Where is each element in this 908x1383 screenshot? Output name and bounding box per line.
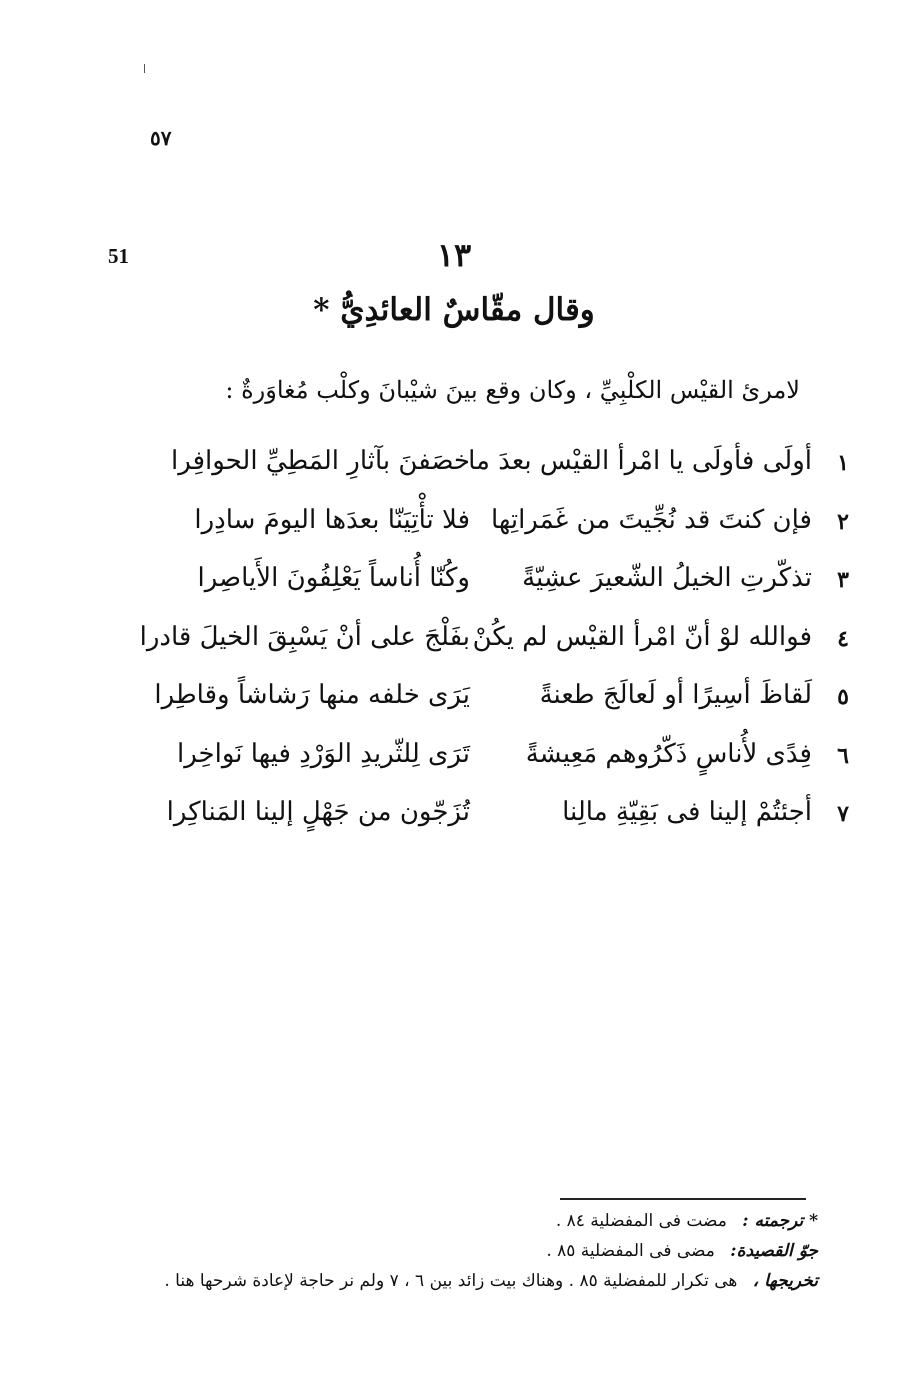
verse-number: ٣	[837, 567, 849, 593]
verse-row	[100, 731, 860, 790]
verse-number: ٢	[837, 508, 849, 535]
verse-second-hemistich: تَرَى لِلثّريدِ الوَرْدِ فيها نَواخِرا	[176, 738, 470, 769]
verse-first-hemistich: لَقاظَ أسِيرًا أو لَعالَجَ طعنةً	[539, 680, 812, 710]
footnote-label: تخريجها ،	[752, 1271, 818, 1291]
verse-first-hemistich: أجئتُمْ إلينا فى بَقِيّةِ مالِنا	[562, 797, 812, 827]
verse-second-hemistich: خصَفنَ بآثارِ المَطِيِّ الحوافِرا	[171, 446, 470, 476]
verse-row	[100, 614, 860, 673]
verse-number: ١	[837, 450, 849, 476]
footnote-divider	[560, 1198, 806, 1200]
poem-number: ١٣	[436, 236, 472, 274]
verse-list	[100, 438, 860, 848]
footnote-label: جوّ القصيدة:	[730, 1241, 818, 1261]
footnote-text: هى تكرار للمفضلية ٨٥ . وهناك بيت زائد بين ٦ ، ٧ ولم نر حاجة لإعادة شرحها هنا .	[164, 1271, 738, 1291]
verse-first-hemistich: أولَى فأولَى يا امْرأ القيْس بعدَ ما	[468, 446, 812, 476]
verse-number: ٦	[837, 742, 849, 769]
poem-title: وقال مقّاسٌ العائدِيُّ *	[313, 292, 595, 328]
footnote-label: * ترجمته :	[742, 1211, 818, 1231]
page-number-arabic: ٥٧	[150, 126, 172, 150]
footnote	[118, 1206, 818, 1236]
verse-number: ٤	[837, 625, 849, 652]
verse-second-hemistich: بفَلْجَ على أنْ يَسْبِقَ الخيلَ قادرا	[139, 621, 470, 652]
verse-second-hemistich: يَرَى خلفه منها رَشاشاً وقاطِرا	[154, 680, 470, 710]
verse-second-hemistich: فلا تأْتِيَنّا بعدَها اليومَ سادِرا	[194, 504, 470, 535]
poem-intro: لامرئ القيْس الكلْبِيِّ ، وكان وقع بينَ شيْبانَ وكلْب مُغاوَرةٌ :	[225, 376, 800, 404]
verse-row	[100, 438, 860, 497]
verse-first-hemistich: فإن كنتَ قد نُجِّيتَ من غَمَراتِها	[490, 504, 812, 535]
footnote	[118, 1266, 818, 1296]
verse-second-hemistich: تُزَجّون من جَهْلٍ إلينا المَناكِرا	[166, 797, 470, 827]
verse-number: ٥	[837, 684, 849, 710]
verse-first-hemistich: تذكّرتِ الخيلُ الشّعيرَ عشِيّةً	[522, 563, 812, 593]
footnotes	[118, 1206, 818, 1296]
verse-row	[100, 789, 860, 848]
verse-row	[100, 497, 860, 556]
page-number-latin: 51	[108, 244, 129, 268]
verse-number: ٧	[837, 801, 849, 827]
verse-second-hemistich: وكُنّا أُناساً يَعْلِفُونَ الأَياصِرا	[197, 563, 470, 593]
footnote-text: مضى فى المفضلية ٨٥ .	[546, 1241, 715, 1261]
verse-row	[100, 672, 860, 731]
footnote-text: مضت فى المفضلية ٨٤ .	[555, 1211, 727, 1231]
footnote	[118, 1236, 818, 1266]
verse-first-hemistich: فوالله لوْ أنّ امْرأ القيْس لم يكُنْ	[472, 621, 812, 652]
verse-row	[100, 555, 860, 614]
verse-first-hemistich: فِدًى لأُناسٍ ذَكّرُوهم مَعِيشةً	[525, 738, 812, 769]
margin-mark	[144, 64, 145, 73]
